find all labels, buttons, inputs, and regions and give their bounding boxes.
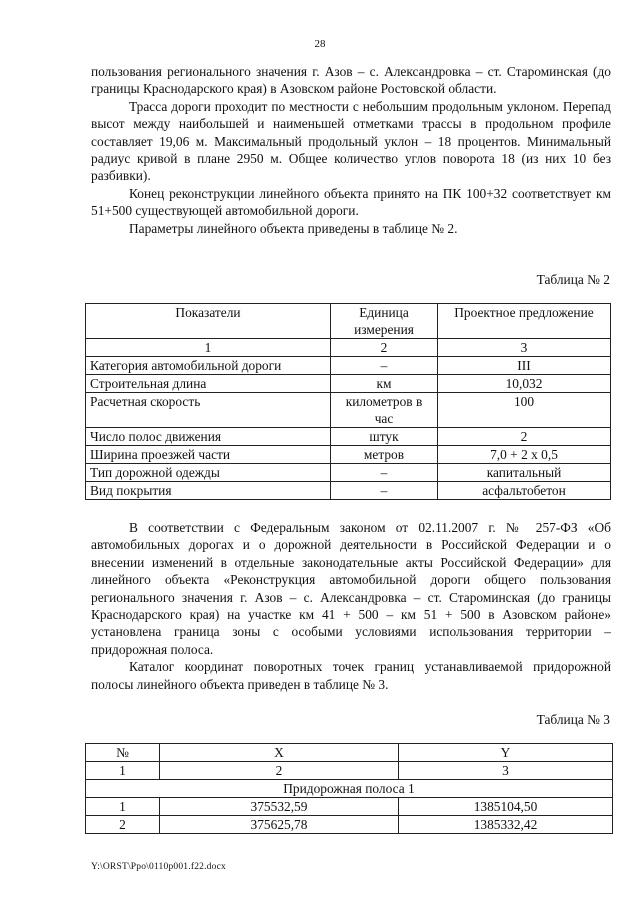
table-header-row xyxy=(86,304,611,339)
footer-file-path: Y:\ORST\Ppo\0110p001.f22.docx xyxy=(91,862,226,872)
table-numbering-row xyxy=(86,339,611,357)
table-numbering-row xyxy=(86,762,613,780)
intro-text xyxy=(91,63,611,237)
numbering-cell: 1 xyxy=(86,339,331,357)
header-cell: № xyxy=(86,744,160,762)
table-cell: километров в час xyxy=(331,393,438,428)
law-text xyxy=(91,519,611,693)
table-row xyxy=(86,357,611,375)
table-cell: км xyxy=(331,375,438,393)
page-number: 28 xyxy=(314,38,326,50)
table-cell: капитальный xyxy=(438,464,611,482)
paragraph-continuation: пользования регионального значения г. Азов – с. Александровка – ст. Староминская (до границы Краснодарского края) в Азовском районе Ростовской области. xyxy=(91,64,611,97)
coordinates-table xyxy=(85,743,613,834)
header-cell: Единица измерения xyxy=(331,304,438,339)
table-row xyxy=(86,393,611,428)
table-cell: 1385332,42 xyxy=(399,816,613,834)
numbering-cell: 2 xyxy=(160,762,399,780)
table-cell: III xyxy=(438,357,611,375)
table-cell: Ширина проезжей части xyxy=(86,446,331,464)
header-cell: Показатели xyxy=(86,304,331,339)
table-cell: штук xyxy=(331,428,438,446)
table-cell: – xyxy=(331,482,438,500)
table-cell: Строительная длина xyxy=(86,375,331,393)
table-cell: Число полос движения xyxy=(86,428,331,446)
numbering-cell: 3 xyxy=(438,339,611,357)
table-cell: – xyxy=(331,464,438,482)
table-section-row xyxy=(86,780,613,798)
table-cell: Категория автомобильной дороги xyxy=(86,357,331,375)
numbering-cell: 3 xyxy=(399,762,613,780)
paragraph-end: Конец реконструкции линейного объекта принято на ПК 100+32 соответствует км 51+500 существующей автомобильной дороги. xyxy=(91,185,611,219)
table-cell: Тип дорожной одежды xyxy=(86,464,331,482)
table-cell: 100 xyxy=(438,393,611,428)
table-cell: 375532,59 xyxy=(160,798,399,816)
table-row xyxy=(86,464,611,482)
table-row xyxy=(86,798,613,816)
table-cell: Вид покрытия xyxy=(86,482,331,500)
table-cell: 7,0 + 2 х 0,5 xyxy=(438,446,611,464)
table2-caption: Таблица № 2 xyxy=(536,272,610,287)
paragraph-catalog: Каталог координат поворотных точек границ устанавливаемой придорожной полосы линейного объекта приведен в таблице № 3. xyxy=(91,659,611,692)
table-cell: 2 xyxy=(438,428,611,446)
table-row xyxy=(86,446,611,464)
table-header-row xyxy=(86,744,613,762)
table-cell: 10,032 xyxy=(438,375,611,393)
table-cell: 1 xyxy=(86,798,160,816)
table-cell: – xyxy=(331,357,438,375)
numbering-cell: 1 xyxy=(86,762,160,780)
numbering-cell: 2 xyxy=(331,339,438,357)
table-cell: 375625,78 xyxy=(160,816,399,834)
header-cell: Y xyxy=(399,744,613,762)
table-cell: 2 xyxy=(86,816,160,834)
paragraph-params: Параметры линейного объекта приведены в таблице № 2. xyxy=(129,220,458,236)
table-row xyxy=(86,816,613,834)
table-cell: метров xyxy=(331,446,438,464)
parameters-table xyxy=(85,303,611,500)
section-cell: Придорожная полоса 1 xyxy=(86,780,613,798)
table-row xyxy=(86,482,611,500)
table-cell: Расчетная скорость xyxy=(86,393,331,428)
header-cell: X xyxy=(160,744,399,762)
table-cell: асфальтобетон xyxy=(438,482,611,500)
table-row xyxy=(86,375,611,393)
paragraph-route: Трасса дороги проходит по местности с небольшим продольным уклоном. Перепад высот между наибольшей и наименьшей отметками трассы в продольном профиле составляет 19,06 м. Максимальный продольный уклон – 18 процентов. Минимальный радиус кривой в плане 2950 м. Общее количество углов поворота 18 (из них 10 без разбивки). xyxy=(91,98,611,184)
table3-caption: Таблица № 3 xyxy=(536,712,610,727)
table-cell: 1385104,50 xyxy=(399,798,613,816)
header-cell: Проектное предложение xyxy=(438,304,611,339)
paragraph-law: В соответствии с Федеральным законом от 02.11.2007 г. № 257-ФЗ «Об автомобильных дорогах и о дорожной деятельности в Российской Федерации и о внесении изменений в отдельные законодательные акты Российской Федерации» для линейного объекта «Реконструкция автомобильной дороги общего пользования регионального значения г. Азов – с. Александровка – ст. Староминская (до границы Краснодарского края) на участке км 41 + 500 – км 51 + 500 в Азовском районе» установлена граница зоны с особыми условиями использования территории – придорожная полоса. xyxy=(91,520,611,657)
table-row xyxy=(86,428,611,446)
